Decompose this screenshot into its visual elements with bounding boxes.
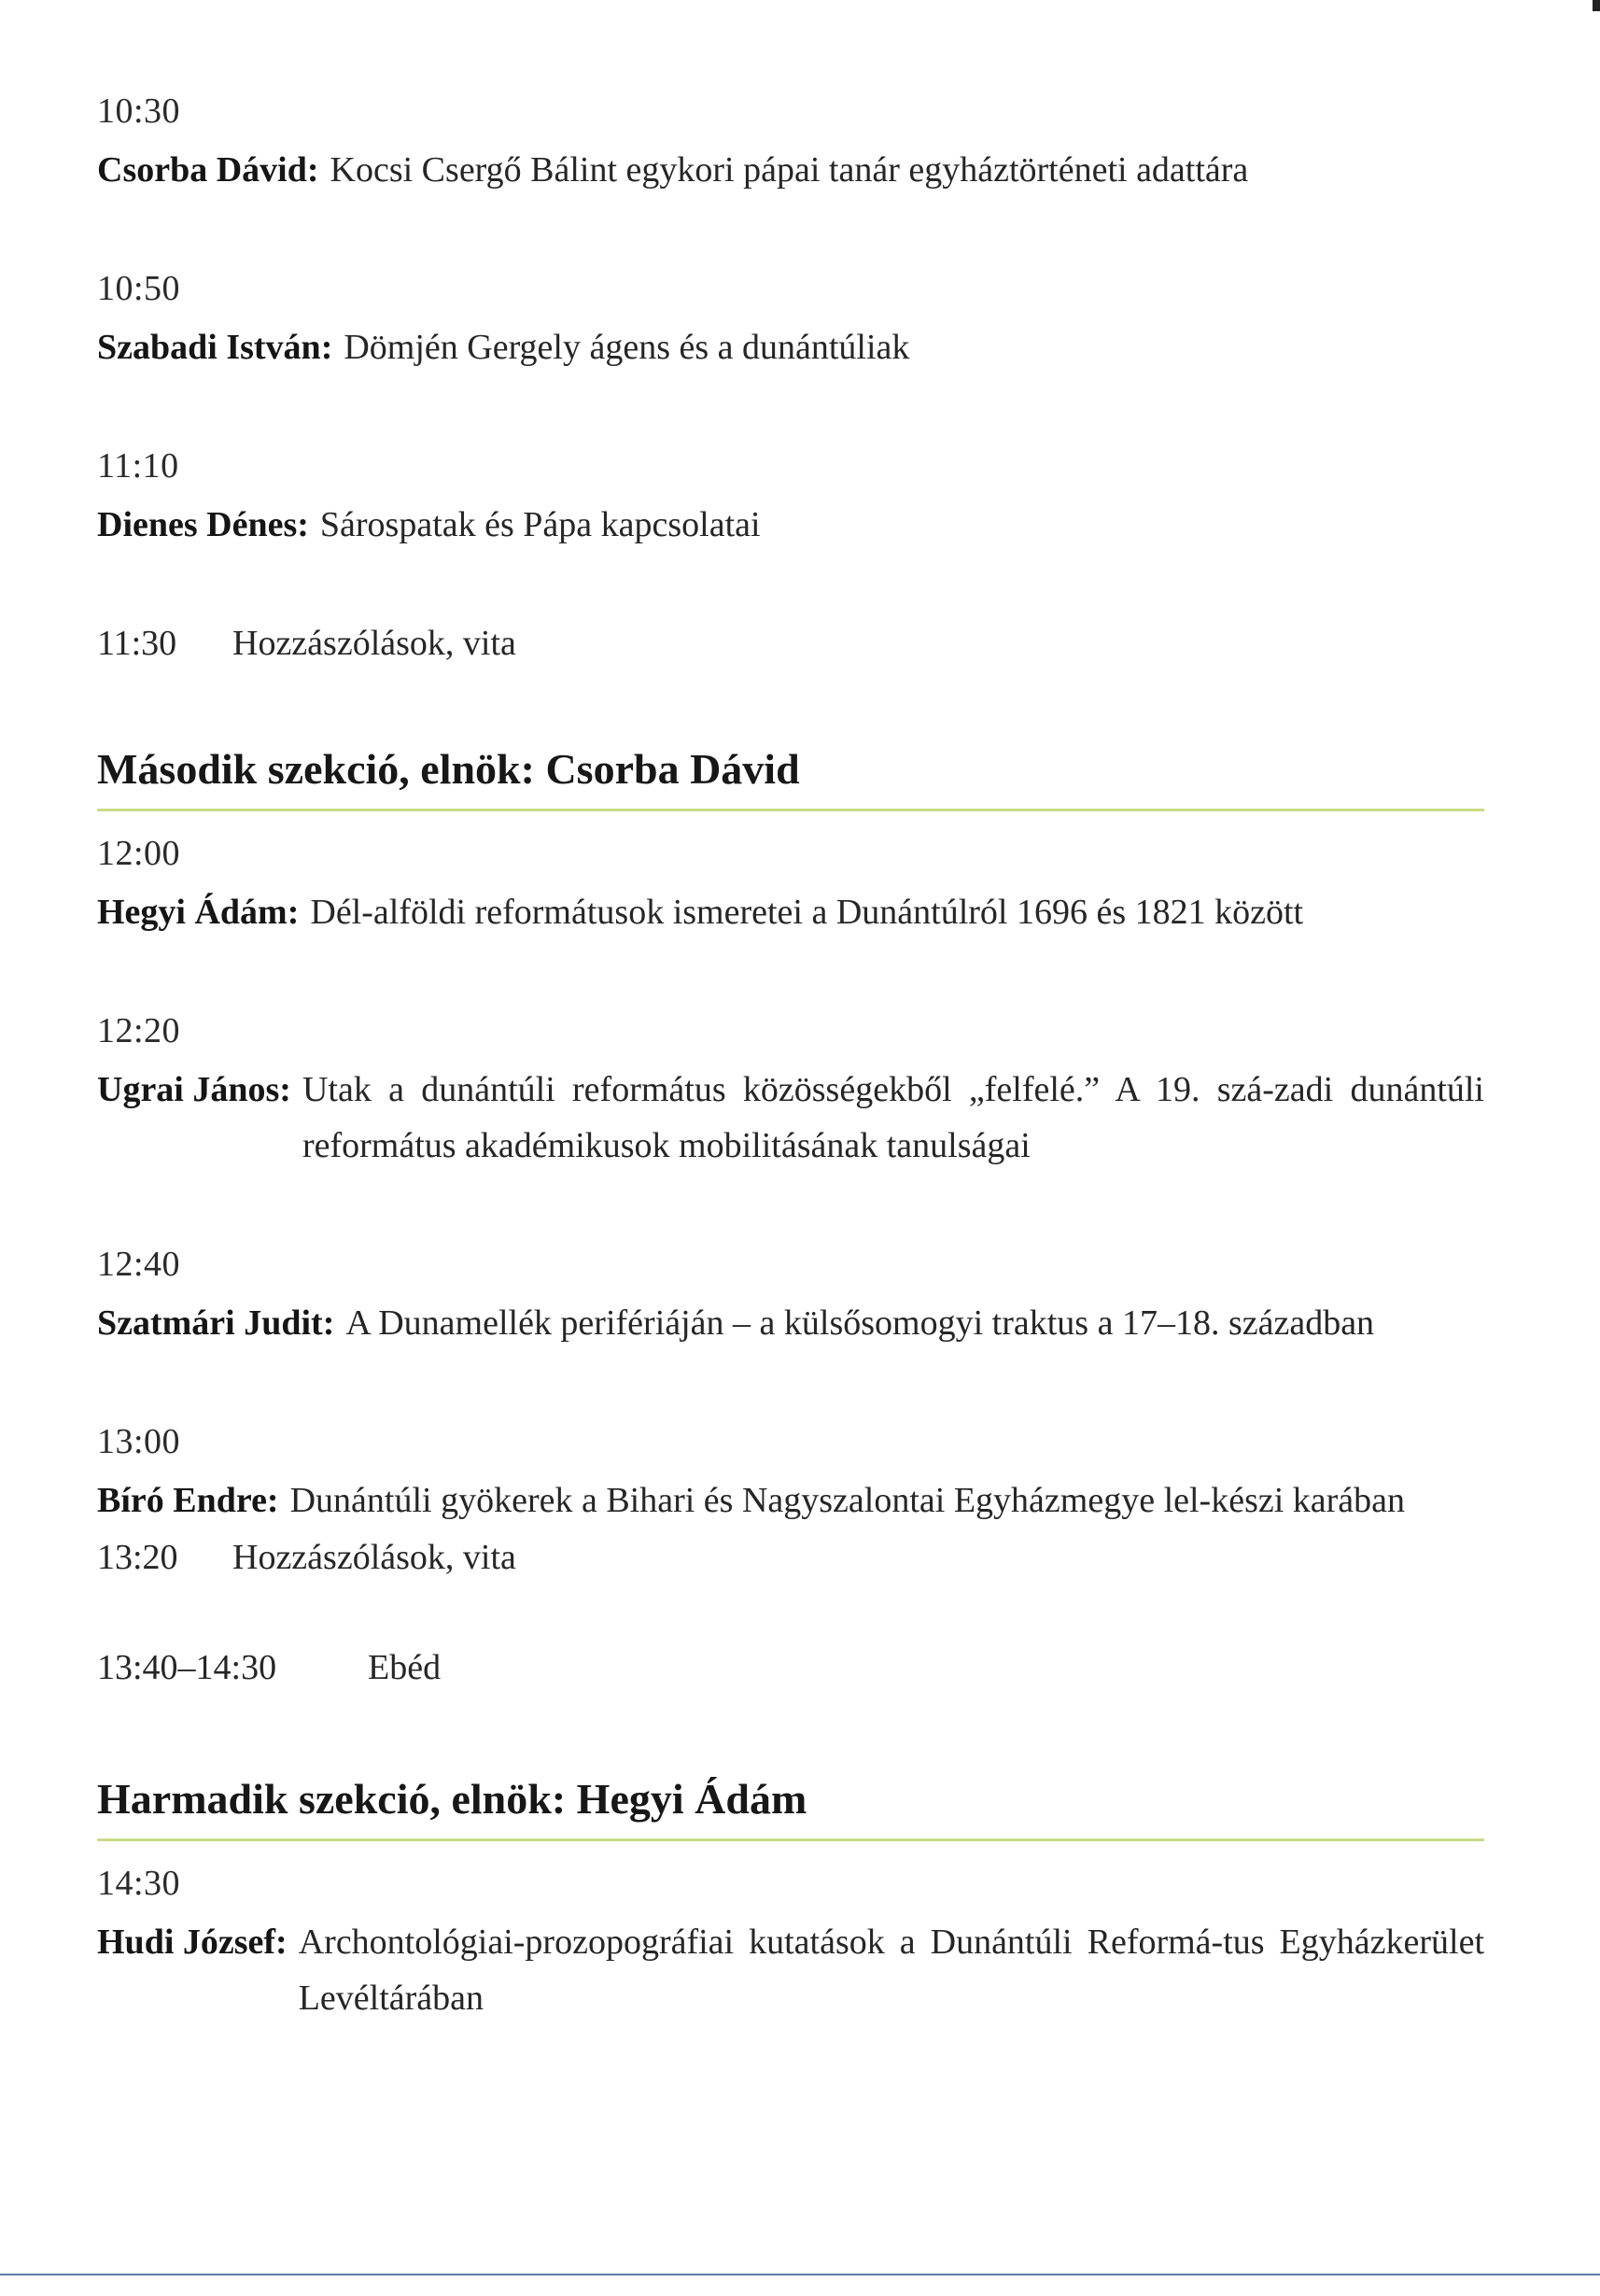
program-item [97,832,1484,940]
talk-title: Dunántúli gyökerek a Bihari és Nagyszalontai Egyházmegye lel-készi karában [289,1481,1406,1520]
program-item [97,267,1484,375]
section-heading: Második szekció, elnök: Csorba Dávid [97,743,1484,811]
section-heading: Harmadik szekció, elnök: Hegyi Ádám [97,1773,1484,1841]
item-time: 14:30 [97,1864,181,1903]
program-item [97,1243,1484,1351]
discussion-label: Hozzászólások, vita [232,624,516,663]
talk-title: Kocsi Csergő Bálint egykori pápai tanár egyháztörténeti adattára [330,150,1249,190]
item-time: 12:00 [97,834,181,873]
item-time: 12:20 [97,1011,181,1050]
talk-row [97,884,1484,940]
talk-title: A Dunamellék perifériáján – a külsősomogyi traktus a 17–18. században [345,1303,1375,1343]
discussion-time: 11:30 [97,624,177,663]
talk-row [97,1472,1484,1528]
speaker-name: Bíró Endre: [97,1481,279,1520]
scan-edge-mark [1593,0,1600,11]
talk-title: Utak a dunántúli református közösségekből „felfelé.” A 19. szá-zadi dunántúli református akadémikusok mobilitásának tanulságai [302,1070,1484,1165]
discussion-time: 13:20 [97,1538,178,1577]
discussion-row [97,622,1484,665]
lunch-row [97,1646,1484,1689]
item-time: 11:10 [97,446,179,486]
item-time: 12:40 [97,1245,181,1284]
program-item [97,1009,1484,1174]
talk-row [97,1062,1484,1174]
lunch-label: Ebéd [368,1648,442,1687]
talk-row [97,142,1484,198]
talk-title: Sárospatak és Pápa kapcsolatai [319,505,761,544]
speaker-name: Szabadi István: [97,328,333,367]
talk-title: Archontológiai-prozopográfiai kutatások a Dunántúli Reformá-tus Egyházkerület Levéltárában [298,1923,1484,2018]
speaker-name: Dienes Dénes: [97,505,309,544]
item-time: 10:30 [97,92,181,131]
item-time: 13:00 [97,1422,181,1461]
talk-row [97,1914,1484,2026]
speaker-name: Hudi József: [97,1923,288,1962]
bottom-rule [0,2274,1600,2275]
lunch-time: 13:40–14:30 [97,1648,277,1687]
talk-row [97,497,1484,553]
program-item [97,1862,1484,2026]
item-time: 10:50 [97,269,181,308]
talk-row [97,1295,1484,1351]
speaker-name: Szatmári Judit: [97,1303,335,1343]
discussion-row [97,1536,1484,1579]
discussion-label: Hozzászólások, vita [232,1538,516,1577]
speaker-name: Csorba Dávid: [97,150,319,190]
talk-row [97,319,1484,375]
talk-title: Dél-alföldi reformátusok ismeretei a Dunántúlról 1696 és 1821 között [310,893,1304,932]
program-page [97,90,1484,2095]
talk-title: Dömjén Gergely ágens és a dunántúliak [344,328,910,367]
program-item [97,1420,1484,1528]
speaker-name: Ugrai János: [97,1070,291,1109]
program-item [97,444,1484,553]
program-item [97,90,1484,198]
speaker-name: Hegyi Ádám: [97,893,300,932]
